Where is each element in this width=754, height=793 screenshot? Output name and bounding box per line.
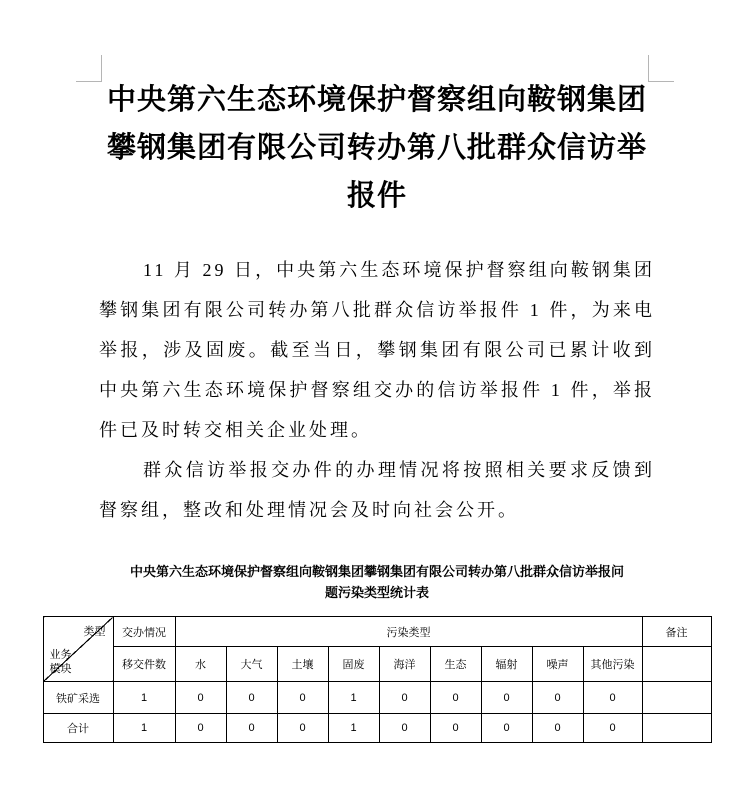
col-header-other-pollution: 其他污染 [583,647,642,682]
row-label-total: 合计 [43,714,113,743]
cell-value: 1 [328,714,379,743]
cell-remark [642,682,711,714]
corner-header-cell [43,617,113,682]
cell-value: 0 [175,714,226,743]
cell-value: 0 [226,682,277,714]
cell-value: 0 [583,682,642,714]
cell-value: 0 [226,714,277,743]
remark-subheader-cell [642,647,711,682]
cell-remark [642,714,711,743]
col-header-ecology: 生态 [430,647,481,682]
corner-type-label: 类型 [83,626,106,638]
row-label-iron-ore-mining: 铁矿采选 [43,682,113,714]
text-boundary-mark-top-left [76,55,102,82]
col-header-air: 大气 [226,647,277,682]
cell-value: 0 [481,714,532,743]
paragraph-1: 11 月 29 日，中央第六生态环境保护督察组向鞍钢集团攀钢集团有限公司转办第八批群众信访举报件 1 件，为来电举报，涉及固废。截至当日，攀钢集团有限公司已累计收到中央第六生态环境保护督察组交办的信访举报件 1 件，举报件已及时转交相关企业处理。 [99,260,655,440]
cell-value: 0 [277,682,328,714]
cell-value: 0 [481,682,532,714]
header-pollution-type: 污染类型 [175,617,642,647]
text-boundary-mark-top-right [648,55,674,82]
table-row [43,714,711,743]
cell-value: 0 [532,714,583,743]
cell-value: 0 [583,714,642,743]
cell-value: 1 [113,714,175,743]
col-header-soil: 土壤 [277,647,328,682]
cell-value: 0 [430,714,481,743]
cell-value: 1 [328,682,379,714]
corner-module-label: 业务模块 [49,649,72,675]
table-caption: 中央第六生态环境保护督察组向鞍钢集团攀钢集团有限公司转办第八批群众信访举报问题污染类型统计表 [129,564,624,600]
cell-value: 0 [430,682,481,714]
paragraph-2: 群众信访举报交办件的办理情况将按照相关要求反馈到督察组，整改和处理情况会及时向社会公开。 [99,460,655,520]
cell-value: 0 [532,682,583,714]
cell-value: 0 [379,714,430,743]
header-remark: 备注 [642,617,711,647]
cell-value: 1 [113,682,175,714]
col-header-radiation: 辐射 [481,647,532,682]
col-header-transferred-count: 移交件数 [113,647,175,682]
col-header-water: 水 [175,647,226,682]
document-body [99,250,655,530]
cell-value: 0 [277,714,328,743]
document-title: 中央第六生态环境保护督察组向鞍钢集团攀钢集团有限公司转办第八批群众信访举报件 [106,84,647,212]
col-header-ocean: 海洋 [379,647,430,682]
cell-value: 0 [175,682,226,714]
col-header-solid-waste: 固废 [328,647,379,682]
pollution-statistics-table [43,616,712,743]
cell-value: 0 [379,682,430,714]
col-header-noise: 噪声 [532,647,583,682]
header-assignment: 交办情况 [113,617,175,647]
table-row [43,682,711,714]
